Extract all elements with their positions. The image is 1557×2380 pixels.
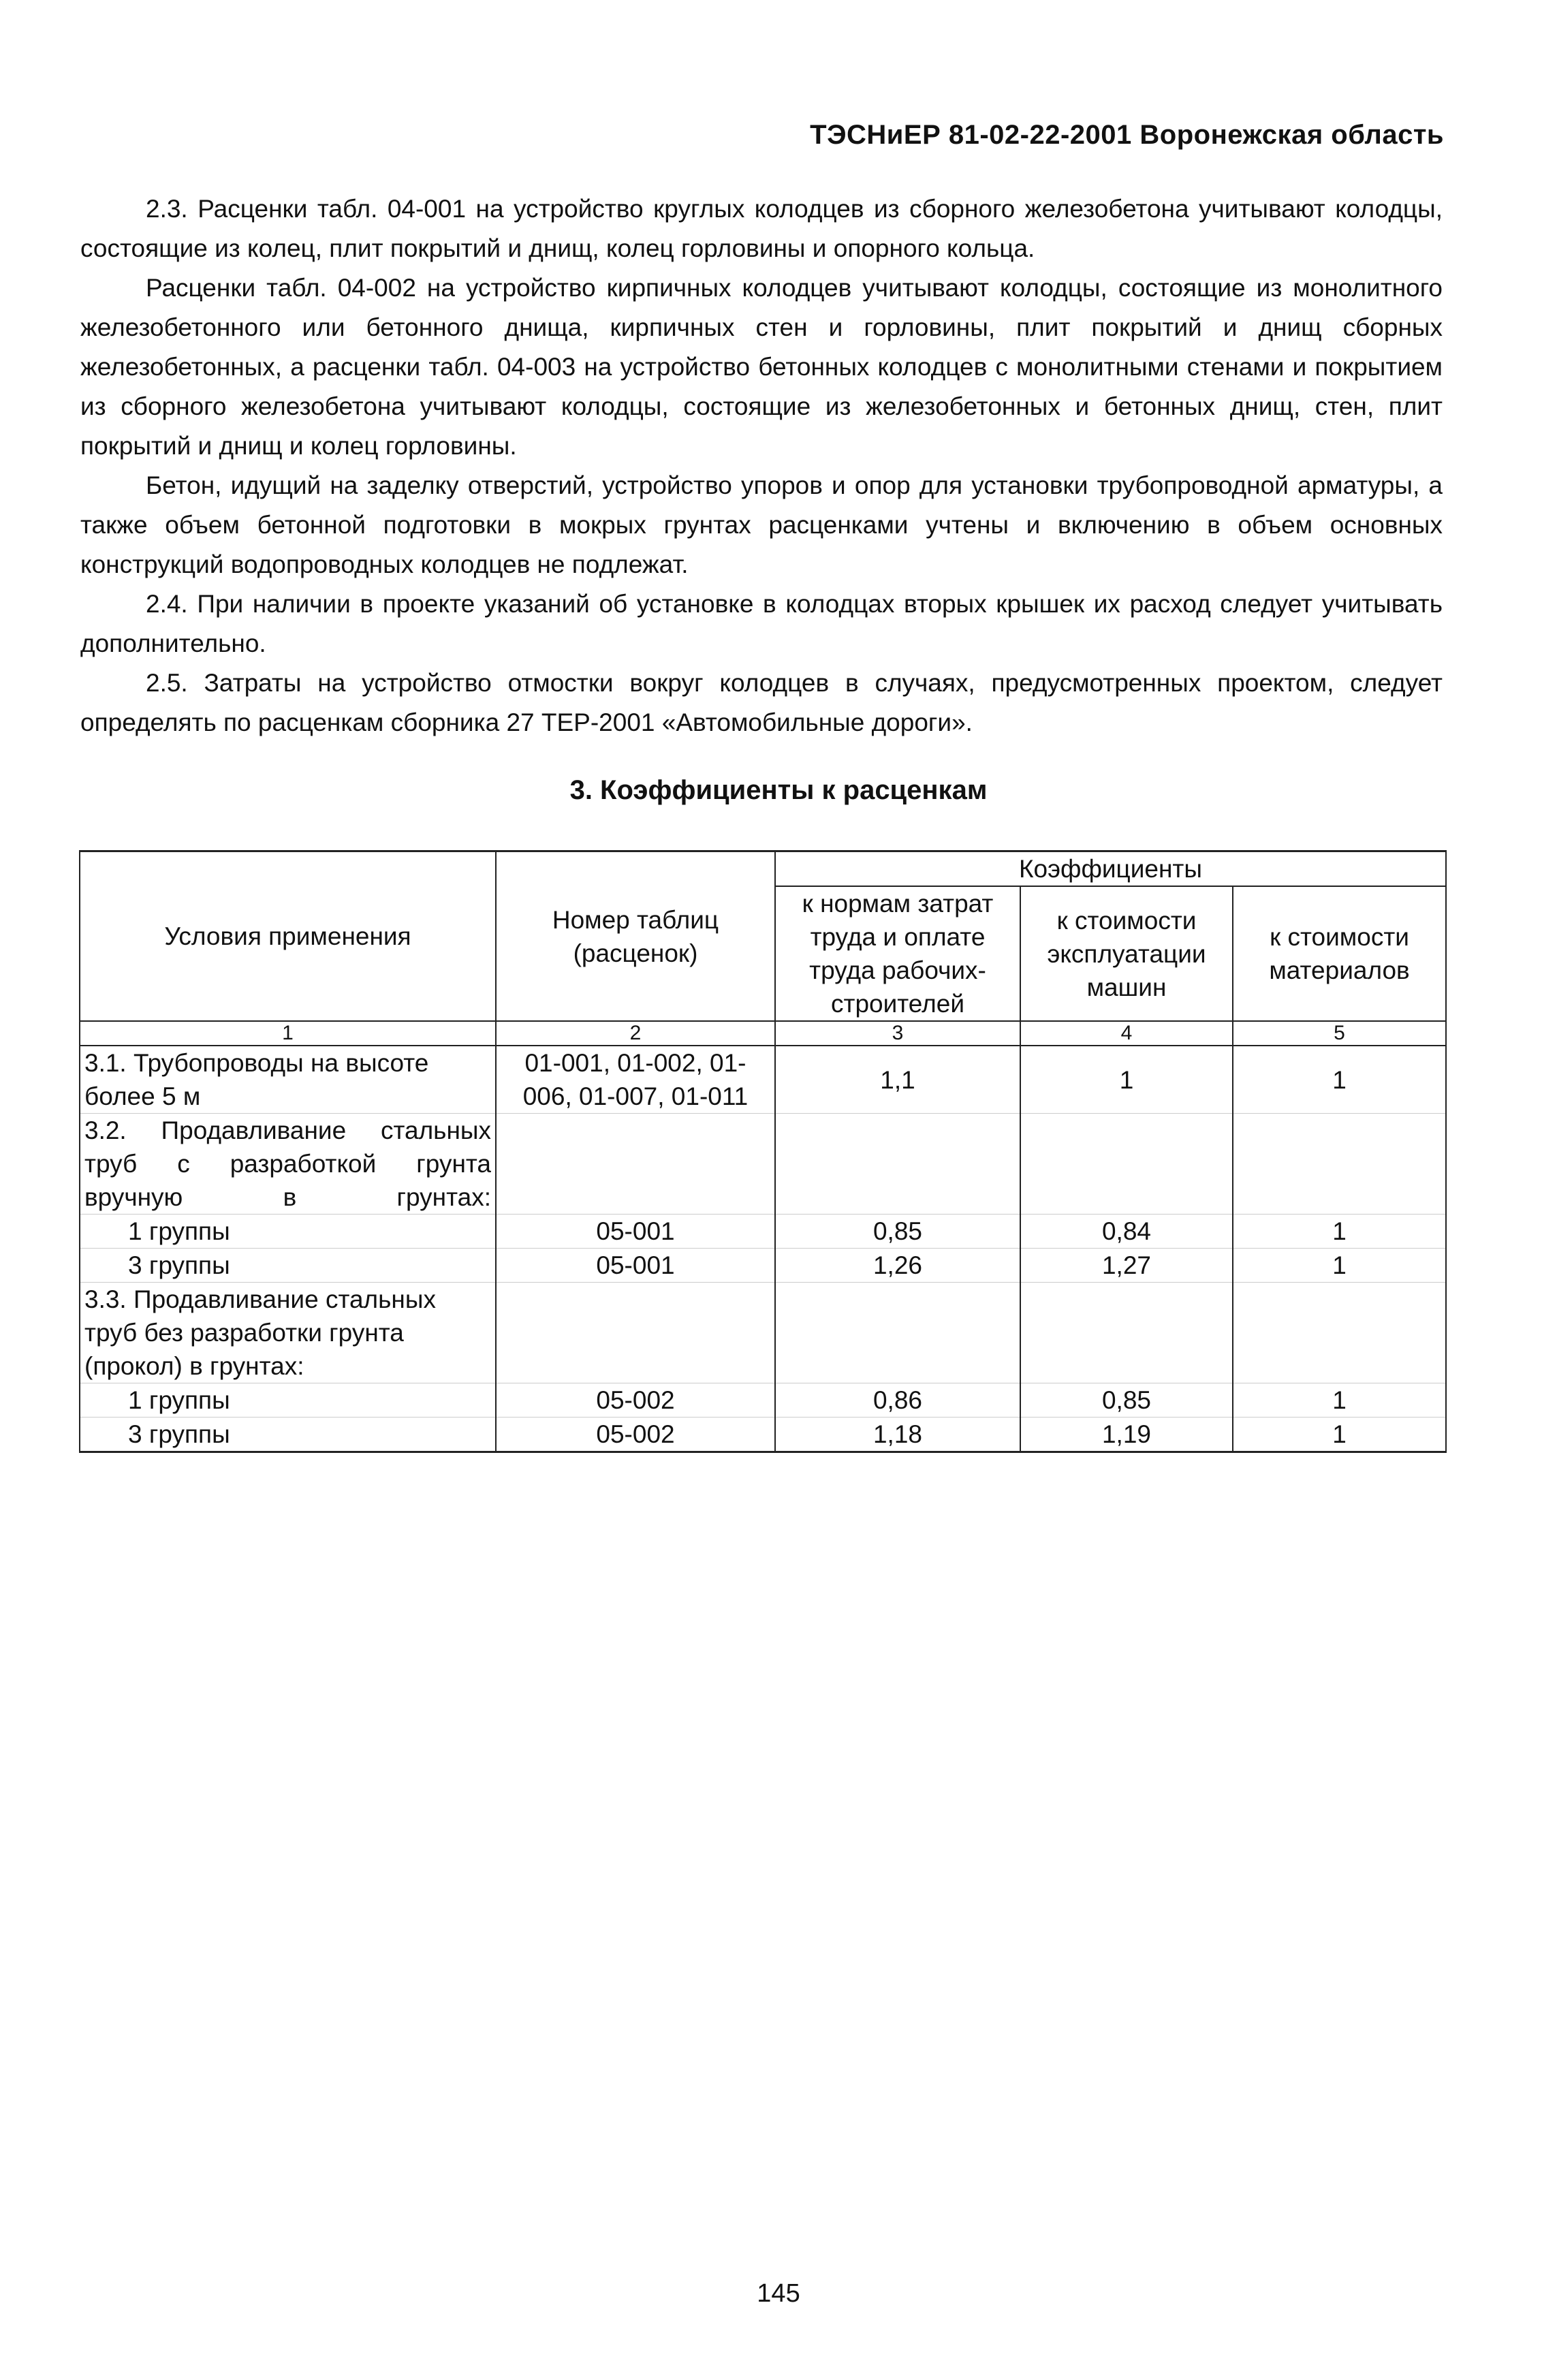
materials-cell: 1 <box>1233 1046 1446 1114</box>
table-number-cell <box>496 1114 775 1215</box>
header-materials: к стоимости материалов <box>1233 886 1446 1021</box>
header-machines: к стоимости эксплуатации машин <box>1020 886 1233 1021</box>
materials-cell: 1 <box>1233 1249 1446 1283</box>
condition-cell: 3.3. Продавливание стальных труб без разработки грунта (прокол) в грунтах: <box>80 1283 496 1383</box>
section-title: 3. Коэффициенты к расценкам <box>569 775 988 805</box>
machines-cell: 1,27 <box>1020 1249 1233 1283</box>
materials-cell: 1 <box>1233 1215 1446 1249</box>
table-row <box>80 1283 1446 1383</box>
table-row <box>80 1383 1446 1418</box>
labor-cell: 1,18 <box>775 1418 1020 1452</box>
condition-cell: 1 группы <box>80 1215 496 1249</box>
coefficients-table <box>79 850 1447 1453</box>
machines-cell: 1 <box>1020 1046 1233 1114</box>
header-conditions: Условия применения <box>80 851 496 1022</box>
condition-cell: 3 группы <box>80 1418 496 1452</box>
labor-cell: 1,26 <box>775 1249 1020 1283</box>
header-coefficients: Коэффициенты <box>775 851 1446 887</box>
column-number: 4 <box>1020 1021 1233 1046</box>
header-labor: к нормам затрат труда и оплате труда рабочих-строителей <box>775 886 1020 1021</box>
machines-cell: 0,84 <box>1020 1215 1233 1249</box>
table-row <box>80 1249 1446 1283</box>
table-number-cell: 05-002 <box>496 1383 775 1418</box>
paragraph: 2.5. Затраты на устройство отмостки вокруг колодцев в случаях, предусмотренных проектом, следует определять по расценкам сборника 27 ТЕР-2001 «Автомобильные дороги». <box>80 669 1443 736</box>
column-number: 3 <box>775 1021 1020 1046</box>
table-number-cell <box>496 1283 775 1383</box>
table-number-cell: 05-002 <box>496 1418 775 1452</box>
table-row <box>80 1215 1446 1249</box>
table-row <box>80 1418 1446 1452</box>
labor-cell: 0,85 <box>775 1215 1020 1249</box>
paragraph: 2.3. Расценки табл. 04-001 на устройство круглых колодцев из сборного железобетона учитывают колодцы, состоящие из колец, плит покрытий и днищ, колец горловины и опорного кольца. <box>80 195 1443 262</box>
table-number-cell: 05-001 <box>496 1249 775 1283</box>
condition-cell: 3.2. Продавливание стальных труб с разработкой грунта вручную в грунтах: <box>80 1114 496 1215</box>
paragraph: Бетон, идущий на заделку отверстий, устройство упоров и опор для установки трубопроводной арматуры, а также объем бетонной подготовки в мокрых грунтах расценками учтены и включению в объем основных конструкций водопроводных колодцев не подлежат. <box>80 471 1443 578</box>
machines-cell: 1,19 <box>1020 1418 1233 1452</box>
condition-cell: 1 группы <box>80 1383 496 1418</box>
column-number: 1 <box>80 1021 496 1046</box>
labor-cell: 1,1 <box>775 1046 1020 1114</box>
paragraph: Расценки табл. 04-002 на устройство кирпичных колодцев учитывают колодцы, состоящие из монолитного железобетонного или бетонного днища, кирпичных стен и горловины, плит покрытий и днищ сборных железобетонных, а расценки табл. 04-003 на устройство бетонных колодцев с монолитными стенами и покрытием из сборного железобетона учитывают колодцы, состоящие из железобетонных и бетонных днищ, стен, плит покрытий и днищ и колец горловины. <box>80 274 1443 460</box>
machines-cell: 0,85 <box>1020 1383 1233 1418</box>
table-row <box>80 1114 1446 1215</box>
document-header: ТЭСНиЕР 81-02-22-2001 Воронежская область <box>810 120 1444 150</box>
page-number: 145 <box>757 2279 800 2308</box>
paragraph: 2.4. При наличии в проекте указаний об установке в колодцах вторых крышек их расход следует учитывать дополнительно. <box>80 590 1443 657</box>
materials-cell: 1 <box>1233 1418 1446 1452</box>
column-number: 2 <box>496 1021 775 1046</box>
labor-cell <box>775 1283 1020 1383</box>
column-number: 5 <box>1233 1021 1446 1046</box>
materials-cell: 1 <box>1233 1383 1446 1418</box>
materials-cell <box>1233 1114 1446 1215</box>
table-number-cell: 01-001, 01-002, 01-006, 01-007, 01-011 <box>496 1046 775 1114</box>
header-table-number: Номер таблиц (расценок) <box>496 851 775 1022</box>
condition-cell: 3.1. Трубопроводы на высоте более 5 м <box>80 1046 496 1114</box>
labor-cell: 0,86 <box>775 1383 1020 1418</box>
body-text <box>80 189 1443 742</box>
materials-cell <box>1233 1283 1446 1383</box>
condition-cell: 3 группы <box>80 1249 496 1283</box>
table-row <box>80 1046 1446 1114</box>
machines-cell <box>1020 1283 1233 1383</box>
machines-cell <box>1020 1114 1233 1215</box>
table-number-cell: 05-001 <box>496 1215 775 1249</box>
labor-cell <box>775 1114 1020 1215</box>
